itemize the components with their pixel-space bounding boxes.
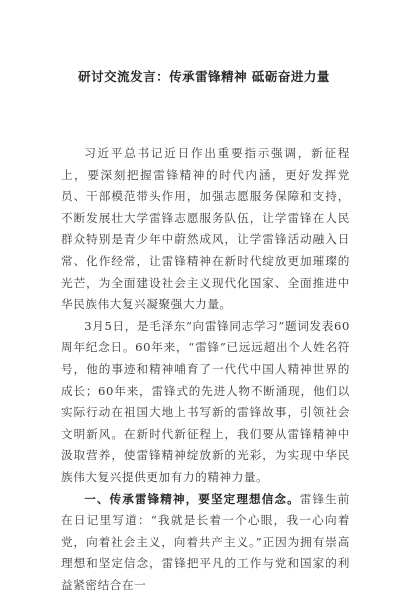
paragraph-1	[61, 143, 350, 316]
paragraph-1-text: 习近平总书记近日作出重要指示强调，新征程上，要深刻把握雷锋精神的时代内涵，更好发挥党员、干部模范带头作用，加强志愿服务保障和支持，不断发展壮大学雷锋志愿服务队伍，让学雷锋在人民群众特别是青少年中蔚然成风，让学雷锋活动融入日常、化作经常，让雷锋精神在新时代绽放更加璀璨的光芒，为全面建设社会主义现代化国家、全面推进中华民族伟大复兴凝聚强大力量。	[61, 146, 350, 311]
paragraph-2	[61, 316, 350, 489]
paragraph-2-text: 3月5日，是毛泽东“向雷锋同志学习”题词发表60周年纪念日。60年来，“雷锋”已远远超出个人姓名符号，他的事迹和精神哺育了一代代中国人精神世界的成长；60年来，雷锋式的先进人物不断涌现，他们以实际行动在祖国大地上书写新的雷锋故事，引领社会文明新风。在新时代新征程上，我们要从雷锋精神中汲取营养，使雷锋精神绽放新的光彩，为实现中华民族伟大复兴提供更加有力的精神力量。	[61, 319, 350, 484]
paragraph-3-text: 雷锋生前在日记里写道：“我就是长着一个心眼，我一心向着党，向着社会主义，向着共产主义。”正因为拥有崇高理想和坚定信念，雷锋把平凡的工作与党和国家的利益紧密结合在一	[61, 492, 350, 592]
document-body	[61, 143, 350, 596]
paragraph-3-lead: 一、传承雷锋精神，要坚定理想信念。	[84, 492, 300, 506]
document-title: 研讨交流发言：传承雷锋精神 砥砺奋进力量	[0, 67, 408, 85]
